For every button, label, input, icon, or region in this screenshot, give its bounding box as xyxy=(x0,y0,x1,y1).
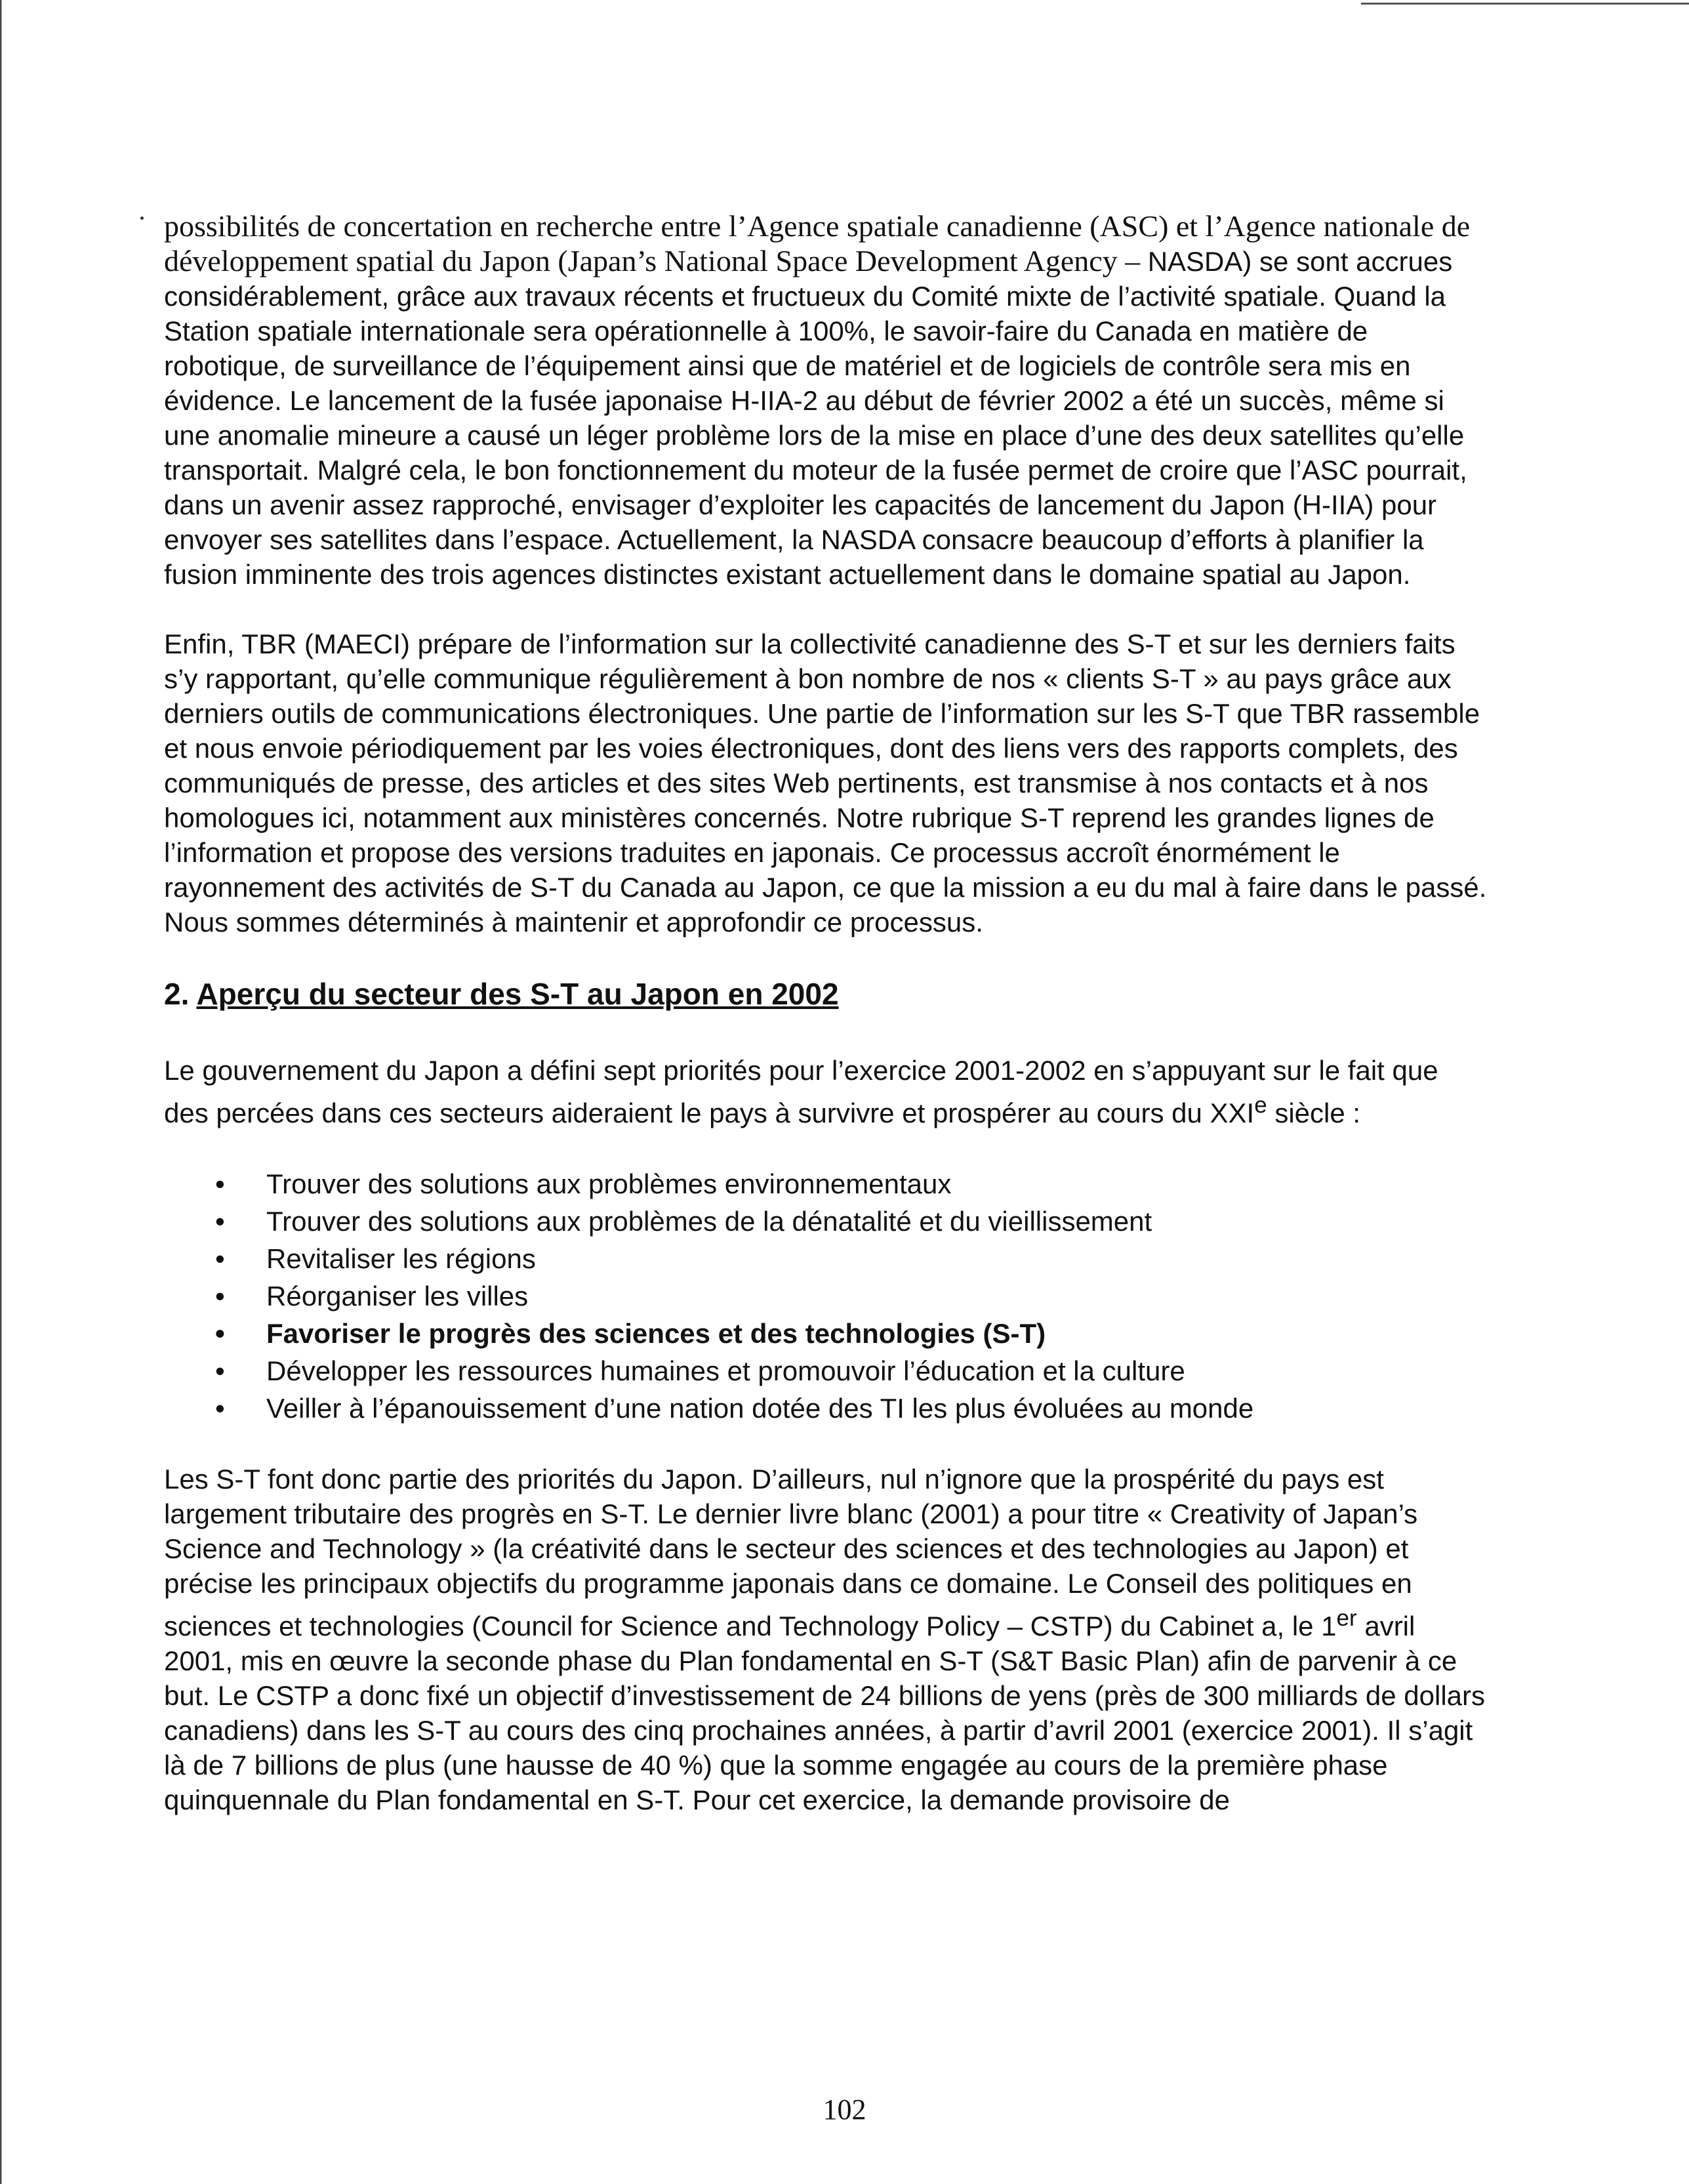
section-heading-title: Aperçu du secteur des S-T au Japon en 2002 xyxy=(196,977,839,1011)
st-priorities-text: Les S-T font donc partie des priorités du Japon. D’ailleurs, nul n’ignore que la prospérité du pays est largement tributaire des progrès en S-T. Le dernier livre blanc (2001) a pour titre « Creativity of Japan’s Science and Technology » (la créativité dans le secteur des sciences et des technologies au Japon) et précise les principaux objectifs du programme japonais dans ce domaine. Le Conseil des politiques en sciences et technologies (Council for Science and Technology Policy – CSTP) du Cabinet a, le 1 xyxy=(164,1464,1418,1641)
superscript-er: er xyxy=(1336,1605,1357,1631)
paragraph-space-agencies xyxy=(164,209,1489,592)
section-heading-number: 2. xyxy=(164,977,197,1011)
paragraph-sans-part: NASDA) se sont accrues considérablement, grâce aux travaux récents et fructueux du Comité mixte de l’activité spatiale. Quand la Station spatiale internationale sera opérationnelle à 100%, le savoir-faire du Canada en matière de robotique, de surveillance de l’équipement ainsi que de matériel et de logiciels de contrôle sera mis en évidence. Le lancement de la fusée japonaise H-IIA-2 au début de février 2002 a été un succès, même si une anomalie mineure a causé un léger problème lors de la mise en place d’une des deux satellites qu’elle transportait. Malgré cela, le bon fonctionnement du moteur de la fusée permet de croire que l’ASC pourrait, dans un avenir assez rapproché, envisager d’exploiter les capacités de lancement du Japon (H-IIA) pour envoyer ses satellites dans l’espace. Actuellement, la NASDA consacre beaucoup d’efforts à planifier la fusion imminente des trois agences distinctes existant actuellement dans le domaine spatial au Japon. xyxy=(164,246,1467,590)
paragraph-serif-part: possibilités de concertation en recherche entre l’Agence spatiale canadienne (ASC) et l’Agence nationale de développement spatial du Japon (Japan’s National Space Development Agency – xyxy=(164,209,1471,278)
page-number: 102 xyxy=(823,2093,866,2126)
list-item: • Réorganiser les villes xyxy=(215,1277,1489,1315)
document-body xyxy=(164,209,1489,1852)
paragraph-st-priorities xyxy=(164,1462,1489,1817)
priorities-list xyxy=(164,1165,1489,1427)
scan-left-edge xyxy=(0,0,4,2184)
paragraph-tbr-information: Enfin, TBR (MAECI) prépare de l’information sur la collectivité canadienne des S-T et sur les derniers faits s’y rapportant, qu’elle communique régulièrement à bon nombre de nos « clients S-T » au pays grâce aux derniers outils de communications électroniques. Une partie de l’information sur les S-T que TBR rassemble et nous envoie périodiquement par les voies électroniques, dont des liens vers des rapports complets, des communiqués de presse, des articles et des sites Web pertinents, est transmise à nos contacts et à nos homologues ici, notamment aux ministères concernés. Notre rubrique S-T reprend les grandes lignes de l’information et propose des versions traduites en japonais. Ce processus accroît énormément le rayonnement des activités de S-T du Canada au Japon, ce que la mission a eu du mal à faire dans le passé. Nous sommes déterminés à maintenir et approfondir ce processus. xyxy=(164,628,1487,937)
list-item-bold: • Favoriser le progrès des sciences et des technologies (S-T) xyxy=(215,1315,1489,1352)
list-item: • Trouver des solutions aux problèmes de la dénatalité et du vieillissement xyxy=(215,1203,1489,1240)
list-item: • Revitaliser les régions xyxy=(215,1240,1489,1277)
priorities-intro-end: siècle : xyxy=(1267,1098,1361,1128)
list-item: • Trouver des solutions aux problèmes environnementaux xyxy=(215,1165,1489,1203)
priorities-intro-text: Le gouvernement du Japon a défini sept priorités pour l’exercice 2001-2002 en s’appuyant sur le fait que des percées dans ces secteurs aideraient le pays à survivre et prospérer au cours du XXI xyxy=(164,1055,1438,1128)
list-item: • Veiller à l’épanouissement d’une nation dotée des TI les plus évoluées au monde xyxy=(215,1390,1489,1427)
paragraph-priorities-intro xyxy=(164,1053,1489,1130)
list-item: • Développer les ressources humaines et promouvoir l’éducation et la culture xyxy=(215,1352,1489,1390)
scan-speck xyxy=(140,216,144,220)
scan-top-edge xyxy=(1361,3,1689,5)
st-priorities-text-end: avril 2001, mis en œuvre la seconde phase du Plan fondamental en S-T (S&T Basic Plan) afin de parvenir à ce but. Le CSTP a donc fixé un objectif d’investissement de 24 billions de yens (près de 300 milliards de dollars canadiens) dans les S-T au cours des cinq prochaines années, à partir d’avril 2001 (exercice 2001). Il s’agit là de 7 billions de plus (une hausse de 40 %) que la somme engagée au cours de la première phase quinquennale du Plan fondamental en S-T. Pour cet exercice, la demande provisoire de xyxy=(164,1611,1485,1815)
superscript-e: e xyxy=(1254,1092,1267,1118)
section-heading xyxy=(164,974,1489,1014)
